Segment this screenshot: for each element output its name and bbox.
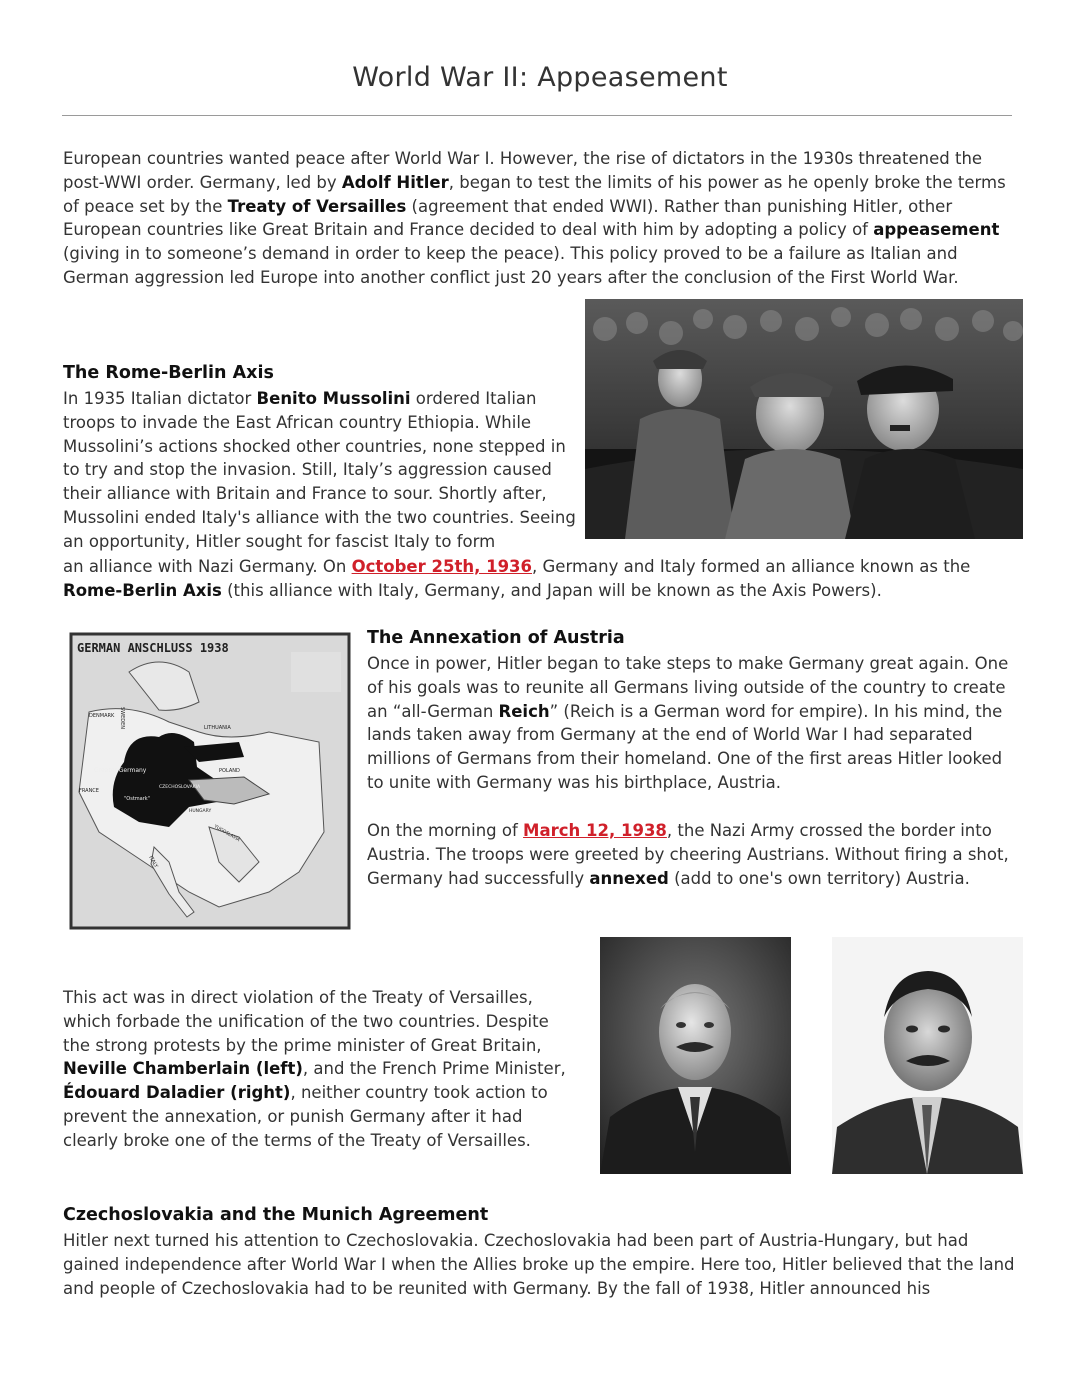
- map-title: GERMAN ANSCHLUSS 1938: [77, 641, 229, 655]
- munich-paragraph: Hitler next turned his attention to Czechoslovakia. Czechoslovakia had been part of Austria-Hungary, but had gained independence after World War I when the Allies broke up the empire. Here too, Hitler believed that the land and people of Czechoslovakia had to be reunited with Germany. By the fall of 1938, Hitler announced his: [63, 1231, 1015, 1298]
- map-label-poland: POLAND: [219, 768, 240, 774]
- heading-munich-agreement: Czechoslovakia and the Munich Agreement: [63, 1205, 489, 1225]
- intro-paragraph: European countries wanted peace after World War I. However, the rise of dictators in the 1930s threatened the post-WWI order. Germany, led by Adolf Hitler, began to test the limits of his power as he openly broke the terms of peace set by the Treaty of Versailles (agreement that ended WWI). Rather than punishing Hitler, other European countries like Great Britain and France decided to deal with him by adopting a policy of appeasement (giving in to someone’s demand in order to keep the peace). This policy proved to be a failure as Italian and German aggression led Europe into another conflict just 20 years after the conclusion of the First World War.: [63, 149, 1006, 287]
- map-label-czechoslovakia: CZECHOSLOVAKIA: [159, 785, 201, 790]
- axis-paragraph-bottom: an alliance with Nazi Germany. On October 25th, 1936, Germany and Italy formed an alliance known as the Rome-Berlin Axis (this alliance with Italy, Germany, and Japan will be known as the Axis Powers).: [63, 557, 971, 600]
- map-label-lithuania: LITHUANIA: [204, 725, 231, 731]
- photo-edouard-daladier: [832, 937, 1023, 1174]
- map-label-east-prussia: East Prussia: [214, 737, 251, 744]
- heading-rome-berlin-axis: The Rome-Berlin Axis: [63, 363, 274, 383]
- term-adolf-hitler: Adolf Hitler: [341, 172, 449, 192]
- term-edouard-daladier: Édouard Daladier (right): [63, 1083, 291, 1103]
- date-october-1936: October 25th, 1936: [351, 557, 533, 576]
- axis-paragraph-top: In 1935 Italian dictator Benito Mussolini ordered Italian troops to invade the East African country Ethiopia. While Mussolini’s actions shocked other countries, none stepped in to try and stop the invasion. Still, Italy’s aggression caused their alliance with Britain and France to sour. Shortly after, Mussolini ended Italy's alliance with the two countries. Seeing an opportunity, Hitler sought for fascist Italy to form: [63, 389, 576, 551]
- term-appeasement: appeasement: [873, 220, 1000, 240]
- map-label-ostmark: "Ostmark": [124, 796, 150, 802]
- austria-paragraph-1: Once in power, Hitler began to take steps to make Germany great again. One of his goals was to reunite all Germans living outside of the country to create an “all-German Reich” (Reich is a German word for empire). In his mind, the lands taken away from Germany at the end of World War I had separated millions of Germans from their homeland. One of the first areas Hitler looked to unite with Germany was his birthplace, Austria.: [367, 654, 1009, 792]
- austria-paragraph-2: On the morning of March 12, 1938, the Nazi Army crossed the border into Austria. The troops were greeted by cheering Austrians. Without firing a shot, Germany had successfully annexed (add to one's own territory) Austria.: [367, 821, 1009, 888]
- map-german-anschluss-1938: [69, 632, 351, 930]
- photo-neville-chamberlain: [600, 937, 791, 1174]
- date-march-1938: March 12, 1938: [523, 821, 667, 840]
- term-rome-berlin-axis: Rome-Berlin Axis: [63, 580, 222, 600]
- violation-paragraph: This act was in direct violation of the Treaty of Versailles, which forbade the unification of the two countries. Despite the strong protests by the prime minister of Great Britain, Neville Chamberlain (left), and the French Prime Minister, Édouard Daladier (right), neither country took action to prevent the annexation, or punish Germany after it had clearly broke one of the terms of the Treaty of Versailles.: [63, 988, 566, 1150]
- term-benito-mussolini: Benito Mussolini: [256, 389, 411, 408]
- map-label-sweden: SWEDEN: [119, 707, 125, 730]
- axis-text-float: ordered Italian troops to invade the East African country Ethiopia. While Mussolini’s actions shocked other countries, none stepped in to try and stop the invasion. Still, Italy’s aggression caused their alliance with Britain and France to sour. Shortly after, Mussolini ended Italy's alliance with the two countries. Seeing an opportunity, Hitler sought for fascist Italy to form: [63, 389, 576, 551]
- page-title: World War II: Appeasement: [352, 62, 728, 93]
- term-treaty-of-versailles: Treaty of Versailles: [227, 196, 407, 216]
- term-neville-chamberlain: Neville Chamberlain (left): [63, 1059, 303, 1079]
- photo-mussolini-hitler: [585, 299, 1023, 539]
- term-reich: Reich: [498, 701, 550, 721]
- map-label-denmark: DENMARK: [89, 713, 115, 719]
- map-label-france: FRANCE: [79, 788, 99, 794]
- map-label-italy: ITALY: [147, 855, 159, 870]
- title-divider: [62, 115, 1012, 116]
- term-annexed: annexed: [589, 868, 669, 888]
- heading-annexation-of-austria: The Annexation of Austria: [367, 628, 625, 648]
- map-label-greater-germany: Greater Germany: [94, 767, 147, 774]
- map-label-hungary: HUNGARY: [189, 809, 212, 814]
- axis-text-full: an alliance with Nazi Germany. On: [63, 557, 352, 576]
- map-label-yugoslavia: YUGOSLAVIA: [213, 824, 241, 844]
